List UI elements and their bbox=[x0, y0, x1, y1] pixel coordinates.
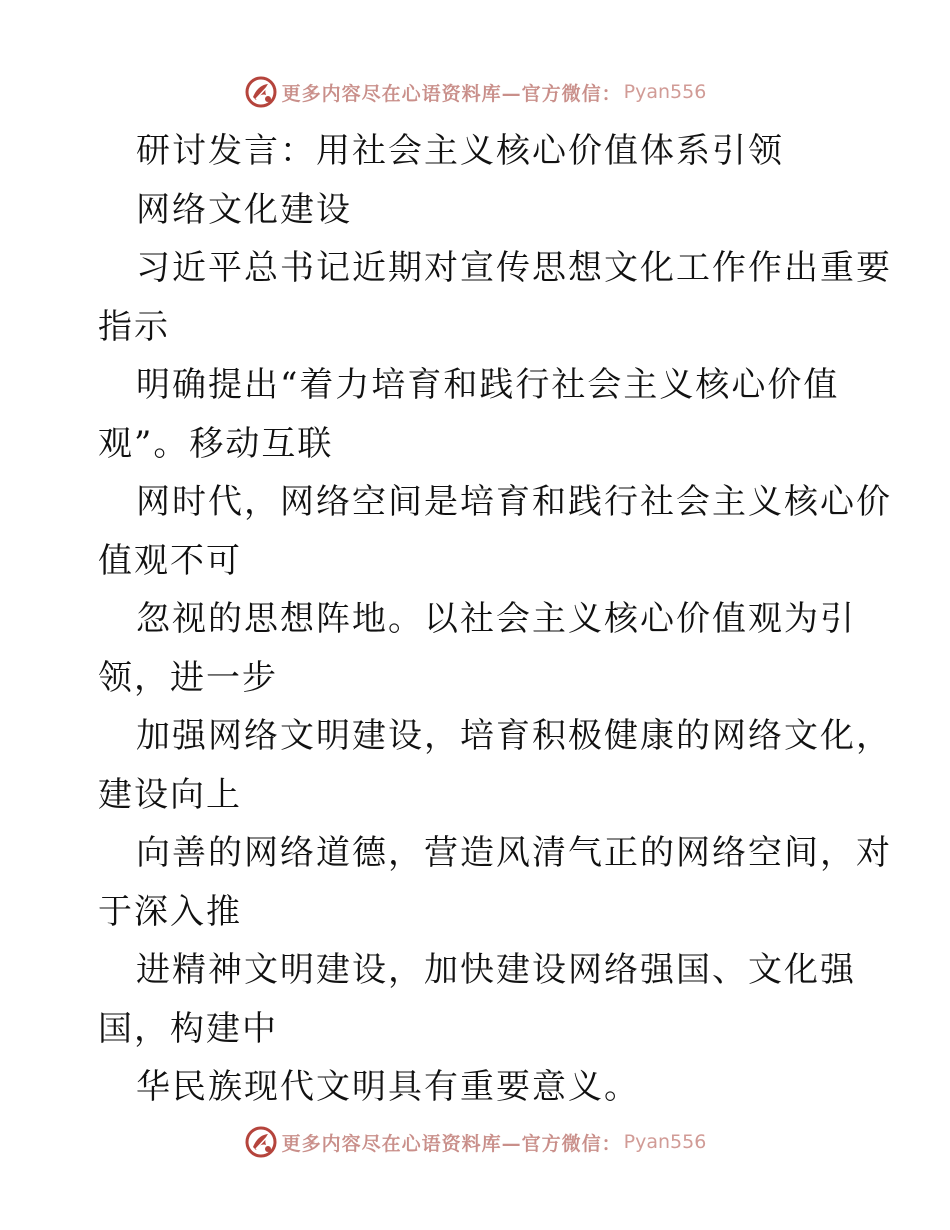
text-line: 于深入推 bbox=[98, 891, 242, 932]
document-body bbox=[98, 122, 892, 1117]
watermark-account: Pyan556 bbox=[623, 81, 707, 103]
watermark-account: Pyan556 bbox=[623, 1131, 707, 1153]
watermark-text: 更多内容尽在心语资料库—官方微信： bbox=[281, 1132, 622, 1155]
text-line: 忽视的思想阵地。以社会主义核心价值观为引 bbox=[136, 599, 856, 639]
watermark-text: 更多内容尽在心语资料库—官方微信： bbox=[281, 82, 622, 105]
text-line: 观”。移动互联 bbox=[98, 423, 334, 464]
text-line: 建设向上 bbox=[98, 774, 242, 815]
text-line: 指示 bbox=[98, 306, 170, 347]
text-line: 网络文化建设 bbox=[136, 189, 352, 230]
text-line: 研讨发言：用社会主义核心价值体系引领 bbox=[136, 131, 784, 171]
text-line: 华民族现代文明具有重要意义。 bbox=[136, 1067, 640, 1107]
text-line: 领，进一步 bbox=[98, 657, 278, 698]
footer-watermark bbox=[0, 1122, 950, 1162]
text-line: 习近平总书记近期对宣传思想文化工作作出重要 bbox=[136, 248, 892, 288]
text-line: 值观不可 bbox=[98, 540, 242, 581]
red-circular-logo-icon bbox=[244, 75, 278, 109]
text-line: 加强网络文明建设，培育积极健康的网络文化， bbox=[136, 716, 892, 756]
text-line: 向善的网络道德，营造风清气正的网络空间，对 bbox=[136, 833, 892, 873]
text-line: 国，构建中 bbox=[98, 1008, 278, 1049]
text-line: 进精神文明建设，加快建设网络强国、文化强 bbox=[136, 950, 856, 990]
text-line: 明确提出“着力培育和践行社会主义核心价值 bbox=[136, 365, 840, 405]
header-watermark bbox=[0, 72, 950, 112]
text-line: 网时代，网络空间是培育和践行社会主义核心价 bbox=[136, 482, 892, 522]
red-circular-logo-icon bbox=[244, 1125, 278, 1159]
